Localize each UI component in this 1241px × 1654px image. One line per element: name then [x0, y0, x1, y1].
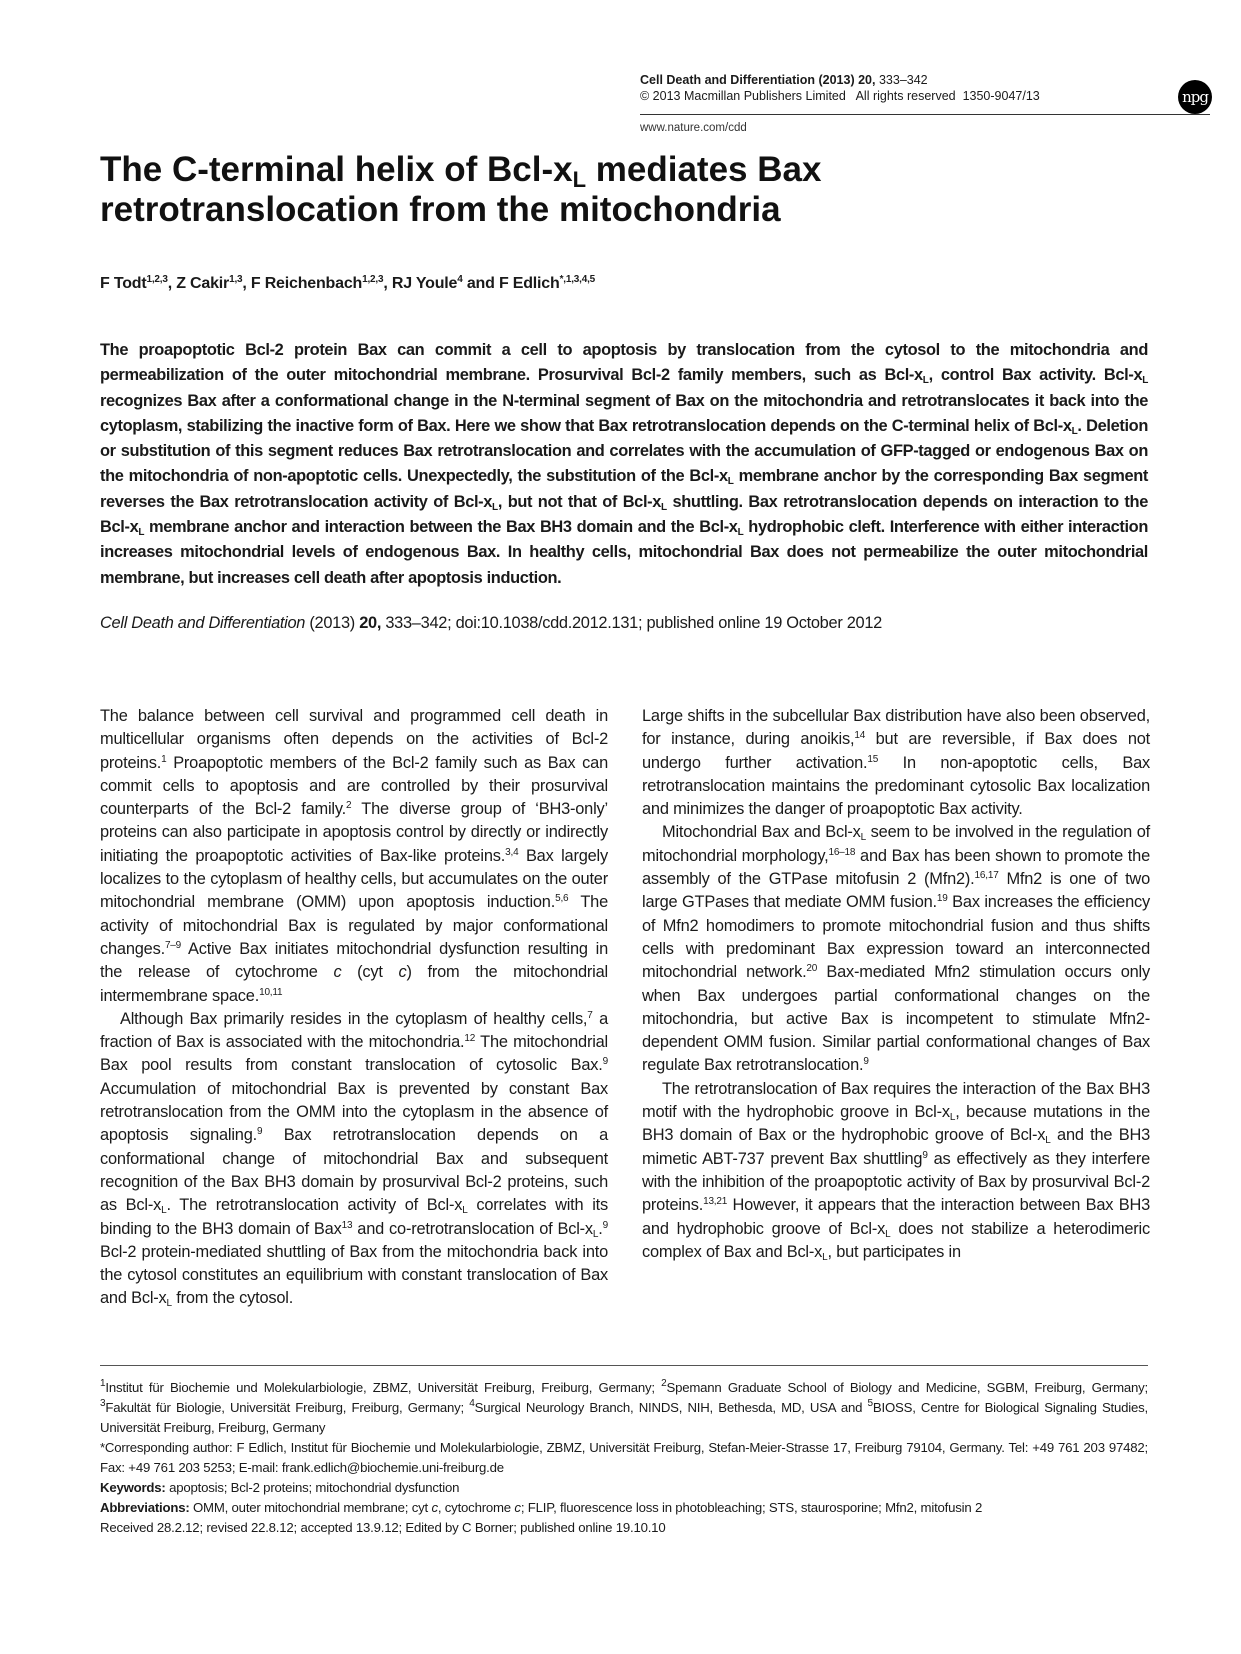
footnote-rule	[100, 1365, 1148, 1366]
footnotes	[100, 1378, 1148, 1538]
journal-url-link[interactable]: www.nature.com/cdd	[640, 122, 747, 134]
header-rule	[640, 114, 1210, 115]
journal-line: Cell Death and Differentiation (2013) 20, 333–342	[640, 73, 928, 87]
keywords: Keywords: apoptosis; Bcl-2 proteins; mitochondrial dysfunction	[100, 1480, 460, 1495]
paragraph: Although Bax primarily resides in the cytoplasm of healthy cells,$^7$ a fraction of Bax is associated with the mitochondria.$^{12}$ The mitochondrial Bax pool results from constant translocation of cytosolic Bax.$^9$ Accumulation of mitochondrial Bax is prevented by constant Bax retrotranslocation from the OMM into the cytoplasm in the absence of apoptosis signaling.$^9$ Bax retrotranslocation depends on a conformational change of mitochondrial Bax and subsequent recognition of the Bax BH3 domain by prosurvival Bcl-2 proteins, such as Bcl-$x_L$. The retrotranslocation activity of Bcl-$x_L$ correlates with its binding to the BH3 domain of Bax$^{13}$ and co-retrotranslocation of Bcl-$x_L.^9$ Bcl-2 protein-mediated shuttling of Bax from the mitochondria back into the cytosol constitutes an equilibrium with constant translocation of Bax and Bcl-$x_L$ from the cytosol.	[100, 1009, 608, 1310]
paragraph: Mitochondrial Bax and Bcl-$x_L$ seem to be involved in the regulation of mitochondrial morphology,$^{16-18}$ and Bax has been shown to promote the assembly of the GTPase mitofusin 2 (Mfn2).$^{16,17}$ Mfn2 is one of two large GTPases that mediate OMM fusion.$^{19}$ Bax increases the efficiency of Mfn2 homodimers to promote mitochondrial fusion and thus shifts cells with predominant Bax expression toward an interconnected mitochondrial network.$^{20}$ Bax-mediated Mfn2 stimulation occurs only when Bax undergoes partial conformational changes on the mitochondria, but active Bax is incompetent to stimulate Mfn2-dependent OMM fusion. Similar partial conformational changes of Bax regulate Bax retrotranslocation.$^9$	[642, 823, 1151, 1075]
npg-logo-icon: npg	[1178, 80, 1212, 114]
abbreviations: Abbreviations: OMM, outer mitochondrial membrane; cyt c, cytochrome c; FLIP, fluorescence loss in photobleaching; STS, staurosporine; Mfn2, mitofusin 2	[100, 1500, 983, 1515]
paragraph: Large shifts in the subcellular Bax distribution have also been observed, for instance, during anoikis,$^{14}$ but are reversible, if Bax does not undergo further activation.$^{15}$ In non-apoptotic cells, Bax retrotranslocation maintains the predominant cytosolic Bax localization and minimizes the danger of proapoptotic Bax activity.	[642, 707, 1151, 819]
paragraph: The balance between cell survival and programmed cell death in multicellular organisms often depends on the activities of Bcl-2 proteins.$^1$ Proapoptotic members of the Bcl-2 family such as Bax can commit cells to apoptosis and are controlled by their prosurvival counterparts of the Bcl-2 family.$^2$ The diverse group of ‘BH3-only’ proteins can also participate in apoptosis control by directly or indirectly initiating the proapoptotic activities of Bax-like proteins.$^{3,4}$ Bax largely localizes to the cytoplasm of healthy cells, but accumulates on the outer mitochondrial membrane (OMM) upon apoptosis induction.$^{5,6}$ The activity of mitochondrial Bax is regulated by major conformational changes.$^{7-9}$ Active Bax initiates mitochondrial dysfunction resulting in the release of cytochrome c (cyt c) from the mitochondrial intermembrane space.$^{10,11}$	[100, 707, 608, 1005]
body-column-right	[642, 705, 1150, 1264]
paragraph: The retrotranslocation of Bax requires the interaction of the Bax BH3 motif with the hydrophobic groove in Bcl-$x_L$, because mutations in the BH3 domain of Bax or the hydrophobic groove of Bcl-$x_L$ and the BH3 mimetic ABT-737 prevent Bax shuttling$^9$ as effectively as they interfere with the inhibition of the proapoptotic activity of Bax by prosurvival Bcl-2 proteins.$^{13,21}$ However, it appears that the interaction between Bax BH3 and hydrophobic groove of Bcl-$x_L$ does not stabilize a heterodimeric complex of Bax and Bcl-$x_L$, but participates in	[642, 1079, 1151, 1263]
author-list: F Todt$^{1,2,3}$, Z Cakir$^{1,3}$, F Reichenbach$^{1,2,3}$, RJ Youle$^4$ and F Edlich$^{*,1,3,4,5}$	[100, 274, 596, 292]
copyright-line: © 2013 Macmillan Publishers Limited All rights reserved 1350-9047/13	[640, 89, 1040, 103]
journal-header	[640, 72, 1200, 134]
body-column-left	[100, 705, 608, 1311]
received-dates: Received 28.2.12; revised 22.8.12; accepted 13.9.12; Edited by C Borner; published online 19.10.10	[100, 1520, 666, 1535]
abstract: The proapoptotic Bcl-2 protein Bax can commit a cell to apoptosis by translocation from the cytosol to the mitochondria and permeabilization of the outer mitochondrial membrane. Prosurvival Bcl-2 family members, such as Bcl-$x_L$, control Bax activity. Bcl-$x_L$ recognizes Bax after a conformational change in the N-terminal segment of Bax on the mitochondria and retrotranslocates it back into the cytoplasm, stabilizing the inactive form of Bax. Here we show that Bax retrotranslocation depends on the C-terminal helix of Bcl-$x_L$. Deletion or substitution of this segment reduces Bax retrotranslocation and correlates with the accumulation of GFP-tagged or endogenous Bax on the mitochondria of non-apoptotic cells. Unexpectedly, the substitution of the Bcl-$x_L$ membrane anchor by the corresponding Bax segment reverses the Bax retrotranslocation activity of Bcl-$x_L$, but not that of Bcl-$x_L$ shuttling. Bax retrotranslocation depends on interaction to the Bcl-$x_L$ membrane anchor and interaction between the Bax BH3 domain and the Bcl-$x_L$ hydrophobic cleft. Interference with either interaction increases mitochondrial levels of endogenous Bax. In healthy cells, mitochondrial Bax does not permeabilize the outer mitochondrial membrane, but increases cell death after apoptosis induction.	[100, 341, 1149, 587]
citation-line: Cell Death and Differentiation (2013) 20, 333–342; doi:10.1038/cdd.2012.131; published online 19 October 2012	[100, 614, 882, 632]
article-title: The C-terminal helix of Bcl-$x_L$ mediates Bax retrotranslocation from the mitochondria	[100, 150, 822, 229]
corresponding-author: *Corresponding author: F Edlich, Institut für Biochemie und Molekularbiologie, ZBMZ, Universität Freiburg, Stefan-Meier-Strasse 17, Freiburg 79104, Germany. Tel: +49 761 203 97482; Fax: +49 761 203 5253; E-mail: frank.edlich@biochemie.uni-freiburg.de	[100, 1440, 1148, 1475]
affiliations: $^1$Institut für Biochemie und Molekularbiologie, ZBMZ, Universität Freiburg, Freiburg, Germany; $^2$Spemann Graduate School of Biology and Medicine, SGBM, Freiburg, Germany; $^3$Fakultät für Biologie, Universität Freiburg, Freiburg, Germany; $^4$Surgical Neurology Branch, NINDS, NIH, Bethesda, MD, USA and $^5$BIOSS, Centre for Biological Signaling Studies, Universität Freiburg, Freiburg, Germany	[100, 1378, 1148, 1435]
